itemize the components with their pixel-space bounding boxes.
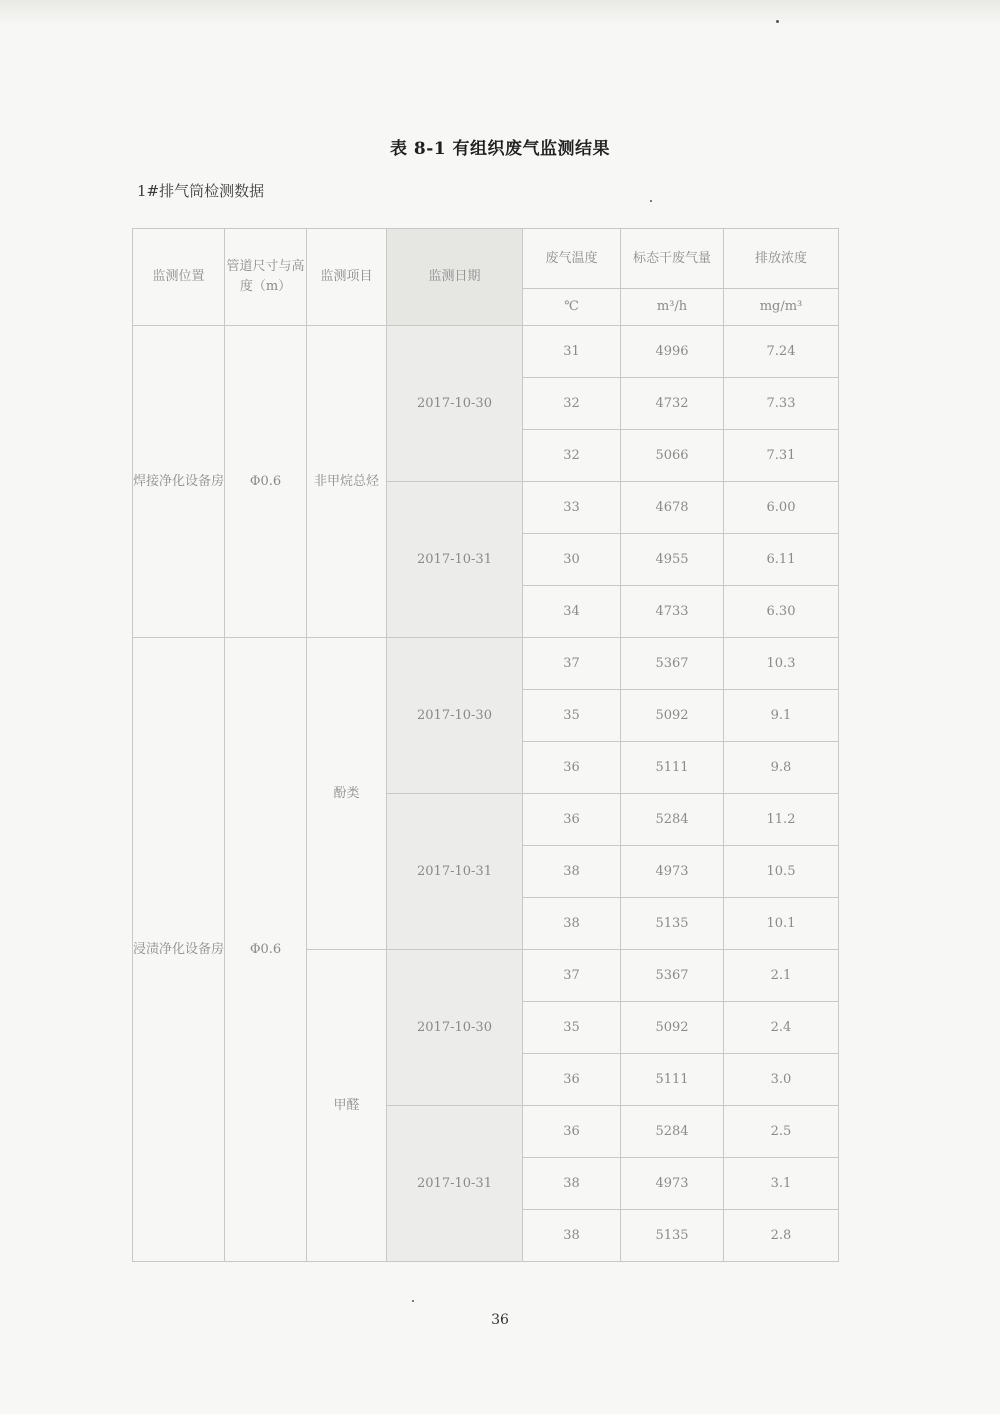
temperature-cell: 32 [523,430,621,482]
concentration-cell: 6.30 [724,586,839,638]
concentration-cell: 6.11 [724,534,839,586]
temperature-cell: 36 [523,742,621,794]
scan-edge [0,0,1000,26]
concentration-cell: 10.3 [724,638,839,690]
temperature-cell: 30 [523,534,621,586]
temperature-cell: 36 [523,1054,621,1106]
concentration-cell: 7.31 [724,430,839,482]
concentration-cell: 7.33 [724,378,839,430]
header-location: 监测位置 [133,229,225,326]
temperature-cell: 32 [523,378,621,430]
header-pipe-size: 管道尺寸与高度（m） [225,229,307,326]
concentration-cell: 9.1 [724,690,839,742]
concentration-cell: 2.5 [724,1106,839,1158]
flow-cell: 5367 [621,638,724,690]
temperature-cell: 38 [523,1158,621,1210]
temperature-cell: 36 [523,1106,621,1158]
temperature-cell: 38 [523,1210,621,1262]
scan-speck [412,1300,414,1302]
page-number: 36 [491,1312,509,1328]
flow-cell: 5135 [621,898,724,950]
flow-cell: 5284 [621,1106,724,1158]
flow-cell: 5066 [621,430,724,482]
temperature-cell: 36 [523,794,621,846]
concentration-cell: 3.0 [724,1054,839,1106]
concentration-cell: 6.00 [724,482,839,534]
flow-cell: 4733 [621,586,724,638]
temperature-cell: 35 [523,1002,621,1054]
temperature-cell: 34 [523,586,621,638]
table-row [133,638,839,690]
temperature-cell: 38 [523,846,621,898]
flow-cell: 5284 [621,794,724,846]
temperature-cell: 33 [523,482,621,534]
table-caption: 表 8-1 有组织废气监测结果 [389,139,611,159]
concentration-cell: 3.1 [724,1158,839,1210]
flow-cell: 4732 [621,378,724,430]
scan-speck [650,200,652,202]
unit-flow: m³/h [621,289,724,326]
date-cell: 2017-10-30 [387,950,523,1106]
flow-cell: 4973 [621,846,724,898]
concentration-cell: 2.4 [724,1002,839,1054]
unit-temperature: ℃ [523,289,621,326]
table-row [133,326,839,378]
flow-cell: 5111 [621,1054,724,1106]
flow-cell: 4678 [621,482,724,534]
header-temperature: 废气温度 [523,229,621,289]
header-row [133,229,839,289]
scan-speck [776,20,779,23]
section-subtitle: 1#排气筒检测数据 [137,182,265,200]
pipe-size-cell: Φ0.6 [225,638,307,1262]
temperature-cell: 31 [523,326,621,378]
pipe-size-cell: Φ0.6 [225,326,307,638]
flow-cell: 5135 [621,1210,724,1262]
date-cell: 2017-10-31 [387,1106,523,1262]
monitoring-table [132,228,839,1262]
concentration-cell: 2.8 [724,1210,839,1262]
concentration-cell: 7.24 [724,326,839,378]
temperature-cell: 37 [523,638,621,690]
temperature-cell: 37 [523,950,621,1002]
item-cell: 甲醛 [307,950,387,1262]
item-cell: 非甲烷总烃 [307,326,387,638]
item-cell: 酚类 [307,638,387,950]
flow-cell: 4996 [621,326,724,378]
location-cell: 焊接净化设备房 [133,326,225,638]
concentration-cell: 10.1 [724,898,839,950]
header-flow: 标态干废气量 [621,229,724,289]
header-item: 监测项目 [307,229,387,326]
concentration-cell: 11.2 [724,794,839,846]
temperature-cell: 38 [523,898,621,950]
date-cell: 2017-10-30 [387,326,523,482]
location-cell: 浸渍净化设备房 [133,638,225,1262]
flow-cell: 4973 [621,1158,724,1210]
flow-cell: 5092 [621,1002,724,1054]
concentration-cell: 10.5 [724,846,839,898]
flow-cell: 5092 [621,690,724,742]
temperature-cell: 35 [523,690,621,742]
header-date: 监测日期 [387,229,523,326]
flow-cell: 5111 [621,742,724,794]
concentration-cell: 2.1 [724,950,839,1002]
unit-concentration: mg/m³ [724,289,839,326]
flow-cell: 4955 [621,534,724,586]
concentration-cell: 9.8 [724,742,839,794]
flow-cell: 5367 [621,950,724,1002]
header-concentration: 排放浓度 [724,229,839,289]
date-cell: 2017-10-31 [387,482,523,638]
date-cell: 2017-10-30 [387,638,523,794]
date-cell: 2017-10-31 [387,794,523,950]
